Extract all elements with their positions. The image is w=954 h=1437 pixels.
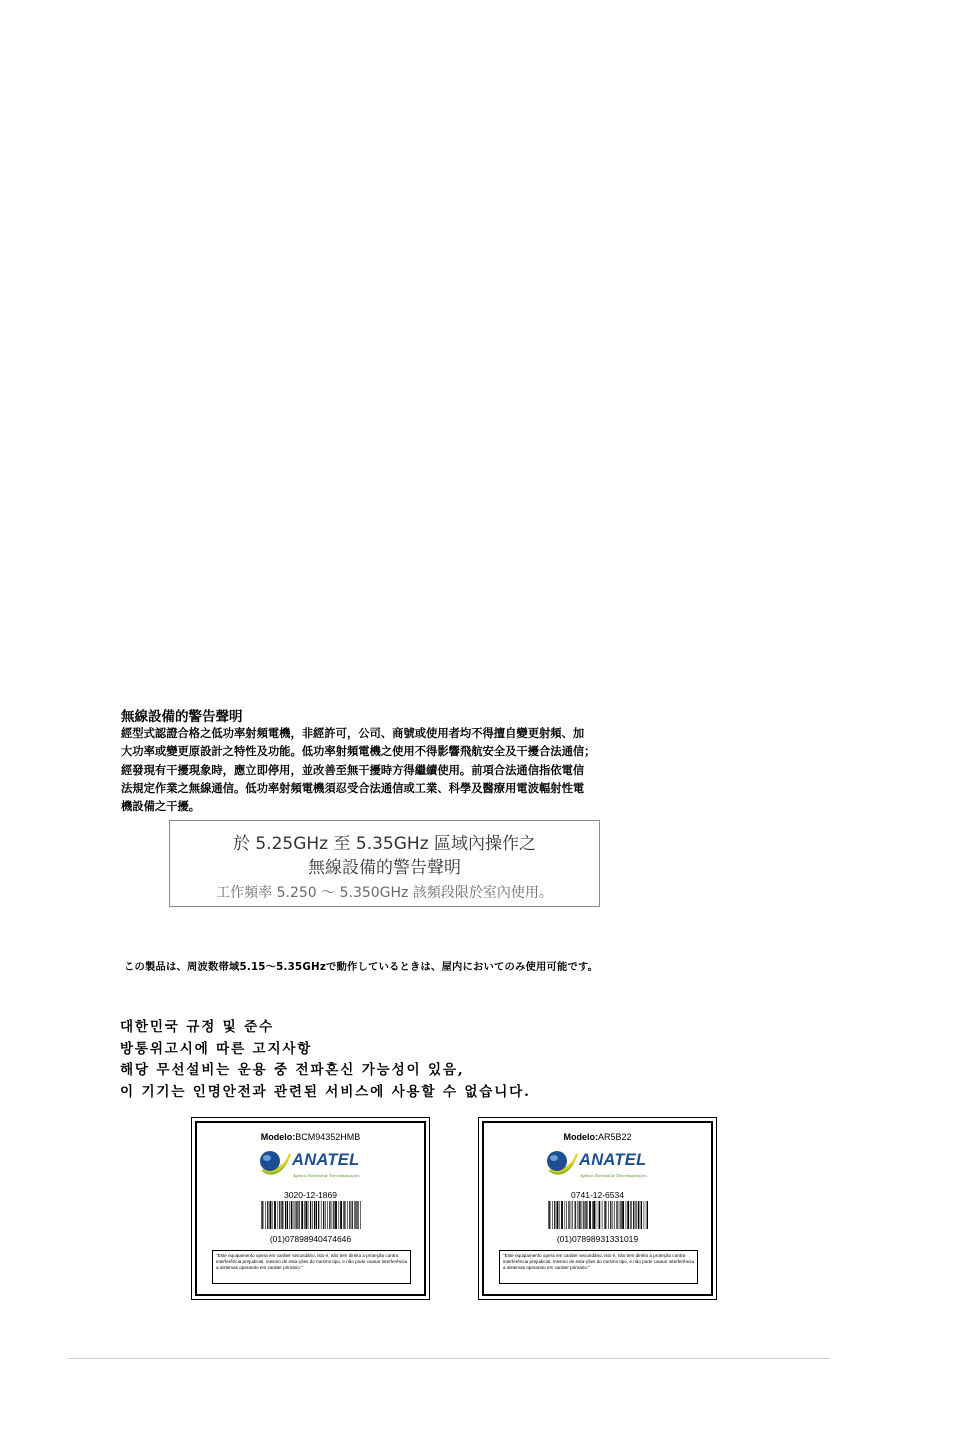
barcode-bar	[626, 1201, 627, 1229]
barcode-bar	[636, 1201, 637, 1229]
barcode-bar	[640, 1201, 641, 1229]
barcode-bar	[635, 1201, 636, 1229]
barcode-bar	[262, 1201, 263, 1229]
barcode-bar	[620, 1201, 621, 1229]
barcode-bar	[561, 1201, 563, 1229]
barcode-bar	[312, 1201, 313, 1229]
modelo-label: Modelo:	[260, 1132, 296, 1142]
barcode-bar	[332, 1201, 333, 1229]
taiwan-box-heading-line2: 無線設備的警告聲明	[308, 858, 461, 878]
taiwan-body-line: 經發現有干擾現象時，應立即停用，並改善至無干擾時方得繼續使用。前項合法通信指依電信	[121, 763, 585, 777]
barcode-bar	[631, 1201, 632, 1229]
anatel-label-frame	[195, 1121, 426, 1296]
barcode-bar	[329, 1201, 330, 1229]
barcode-bar	[356, 1201, 357, 1229]
barcode-bar	[294, 1201, 295, 1229]
barcode-bar	[335, 1201, 337, 1229]
barcode-bar	[265, 1201, 266, 1229]
barcode-bar	[261, 1201, 262, 1229]
barcode-bar	[554, 1201, 555, 1229]
anatel-globe-icon	[257, 1148, 293, 1178]
barcode-bar	[577, 1201, 578, 1229]
barcode-bar	[614, 1201, 615, 1229]
anatel-notice-box: "Este equipamento opera em caráter secundário, isto é, não tem direito a proteção contra interferência prejudicial, mesmo de esta-ções do mesmo tipo, e não pode causar interferência a sistemas operando em caráter primário."	[212, 1250, 411, 1284]
taiwan-box-heading-line1: 於 5.25GHz 至 5.35GHz 區域內操作之	[232, 834, 537, 854]
homologation-number: 3020-12-1869	[284, 1190, 337, 1200]
barcode-bar	[318, 1201, 319, 1229]
barcode-bar	[622, 1201, 624, 1229]
barcode-bar	[327, 1201, 328, 1229]
barcode-bar	[293, 1201, 294, 1229]
barcode-number: (01)07898931331019	[556, 1234, 639, 1244]
barcode-bar	[344, 1201, 345, 1229]
taiwan-warning-body	[121, 725, 701, 816]
barcode-bar	[282, 1201, 283, 1229]
barcode-bar	[297, 1201, 298, 1229]
barcode-bar	[325, 1201, 326, 1229]
anatel-label-frame	[482, 1121, 713, 1296]
barcode-number: (01)07898940474646	[269, 1234, 352, 1244]
korea-notice-line: 방통위고시에 따른 고지사항	[120, 1040, 313, 1057]
barcode-bar	[349, 1201, 350, 1229]
barcode-bar	[305, 1201, 307, 1229]
barcode	[548, 1201, 648, 1229]
barcode	[261, 1201, 361, 1229]
korea-notice-line: 대한민국 규정 및 준수	[120, 1019, 274, 1035]
barcode-bar	[647, 1201, 648, 1229]
barcode-bar	[592, 1201, 593, 1229]
barcode-bar	[340, 1201, 342, 1229]
barcode-bar	[613, 1201, 614, 1229]
anatel-globe-icon	[544, 1148, 580, 1178]
barcode-bar	[568, 1201, 569, 1229]
taiwan-body-line: 經型式認證合格之低功率射頻電機，非經許可，公司、商號或使用者均不得擅自變更射頻、加	[121, 727, 585, 740]
barcode-bar	[582, 1201, 583, 1229]
barcode-bar	[354, 1201, 355, 1229]
barcode-bar	[571, 1201, 572, 1229]
barcode-bar	[605, 1201, 606, 1229]
barcode-bar	[585, 1201, 586, 1229]
barcode-bar	[604, 1201, 605, 1229]
barcode-bar	[633, 1201, 634, 1229]
barcode-bar	[314, 1201, 315, 1229]
barcode-bar	[347, 1201, 348, 1229]
taiwan-body-line: 法規定作業之無線通信。低功率射頻電機須忍受合法通信或工業、科學及醫療用電波輻射性電	[121, 781, 585, 795]
barcode-bar	[579, 1201, 580, 1229]
anatel-logo-text: ANATEL	[579, 1151, 647, 1169]
barcode-bar	[619, 1201, 620, 1229]
anatel-logo	[257, 1148, 367, 1184]
barcode-bar	[278, 1201, 279, 1229]
barcode-bar	[552, 1201, 553, 1229]
modelo-line	[197, 1132, 424, 1142]
barcode-bar	[281, 1201, 282, 1229]
korea-notice-line: 해당 무선설비는 운용 중 전파혼신 가능성이 있음,	[120, 1062, 465, 1078]
modelo-value: AR5B22	[597, 1132, 632, 1142]
barcode-bar	[296, 1201, 297, 1229]
taiwan-body-line: 機設備之干擾。	[121, 800, 201, 814]
barcode-bar	[566, 1201, 567, 1229]
barcode-bar	[608, 1201, 609, 1229]
anatel-logo-subtitle: Agência Nacional de Telecomunicações	[580, 1173, 647, 1178]
barcode-bar	[308, 1201, 309, 1229]
modelo-value: BCM94352HMB	[295, 1132, 361, 1142]
barcode-bar	[602, 1201, 603, 1229]
korea-notice-line: 이 기기는 인명안전과 관련된 서비스에 사용할 수 없습니다.	[120, 1083, 531, 1100]
barcode-bar	[548, 1201, 549, 1229]
barcode-bar	[267, 1201, 268, 1229]
barcode-bar	[641, 1201, 642, 1229]
barcode-bar	[316, 1201, 317, 1229]
barcode-bar	[598, 1201, 599, 1229]
barcode-bar	[291, 1201, 292, 1229]
barcode-bar	[565, 1201, 566, 1229]
barcode-bar	[638, 1201, 639, 1229]
barcode-bar	[323, 1201, 324, 1229]
taiwan-warning-title: 無線設備的警告聲明	[121, 709, 243, 725]
modelo-label: Modelo:	[563, 1132, 598, 1142]
barcode-bar	[557, 1201, 559, 1229]
taiwan-body-line: 大功率或變更原設計之特性及功能。低功率射頻電機之使用不得影響飛航安全及干擾合法通信；	[121, 745, 596, 759]
taiwan-5ghz-notice-box	[169, 820, 600, 907]
barcode-bar	[575, 1201, 576, 1229]
barcode-bar	[333, 1201, 334, 1229]
korea-regulatory-notice	[120, 1017, 531, 1103]
barcode-bar	[352, 1201, 353, 1229]
anatel-label-bcm94352hmb	[191, 1117, 430, 1300]
barcode-bar	[301, 1201, 303, 1229]
barcode-bar	[360, 1201, 361, 1229]
japan-indoor-notice: この製品は、周波数帯域5.15～5.35GHzで動作しているときは、屋内においてのみ使用可能です。	[124, 961, 599, 973]
barcode-bar	[616, 1201, 617, 1229]
anatel-label-ar5b22	[478, 1117, 717, 1300]
barcode-bar	[549, 1201, 550, 1229]
anatel-logo	[544, 1148, 654, 1184]
barcode-bar	[586, 1201, 587, 1229]
anatel-logo-subtitle: Agência Nacional de Telecomunicações	[293, 1173, 360, 1178]
barcode-bar	[357, 1201, 358, 1229]
barcode-bar	[644, 1201, 645, 1229]
barcode-bar	[287, 1201, 288, 1229]
anatel-notice-box: "Este equipamento opera em caráter secundário, isto é, não tem direito a proteção contra interferência prejudicial, mesmo de esta-ções do mesmo tipo, e não pode causar interferência a sistemas operando em caráter primário."	[499, 1250, 698, 1284]
barcode-bar	[646, 1201, 647, 1229]
homologation-number: 0741-12-6534	[571, 1190, 624, 1200]
barcode-bar	[321, 1201, 322, 1229]
anatel-logo-text: ANATEL	[292, 1151, 360, 1169]
barcode-bar	[289, 1201, 290, 1229]
barcode-bar	[272, 1201, 273, 1229]
barcode-bar	[339, 1201, 340, 1229]
barcode-bar	[580, 1201, 581, 1229]
barcode-bar	[310, 1201, 311, 1229]
modelo-line	[484, 1132, 711, 1142]
barcode-bar	[610, 1201, 611, 1229]
barcode-bar	[593, 1201, 595, 1229]
barcode-bar	[343, 1201, 344, 1229]
footer-divider	[68, 1358, 830, 1359]
barcode-bar	[274, 1201, 276, 1229]
barcode-bar	[572, 1201, 573, 1229]
barcode-bar	[559, 1201, 560, 1229]
barcode-bar	[599, 1201, 600, 1229]
barcode-bar	[285, 1201, 286, 1229]
barcode-bar	[279, 1201, 280, 1229]
barcode-bar	[596, 1201, 597, 1229]
taiwan-box-frequency-note: 工作頻率 5.250 ～ 5.350GHz 該頻段限於室內使用。	[216, 885, 553, 901]
barcode-bar	[583, 1201, 584, 1229]
barcode-bar	[630, 1201, 631, 1229]
barcode-bar	[270, 1201, 272, 1229]
barcode-bar	[627, 1201, 629, 1229]
barcode-bar	[304, 1201, 305, 1229]
barcode-bar	[299, 1201, 300, 1229]
barcode-bar	[589, 1201, 591, 1229]
